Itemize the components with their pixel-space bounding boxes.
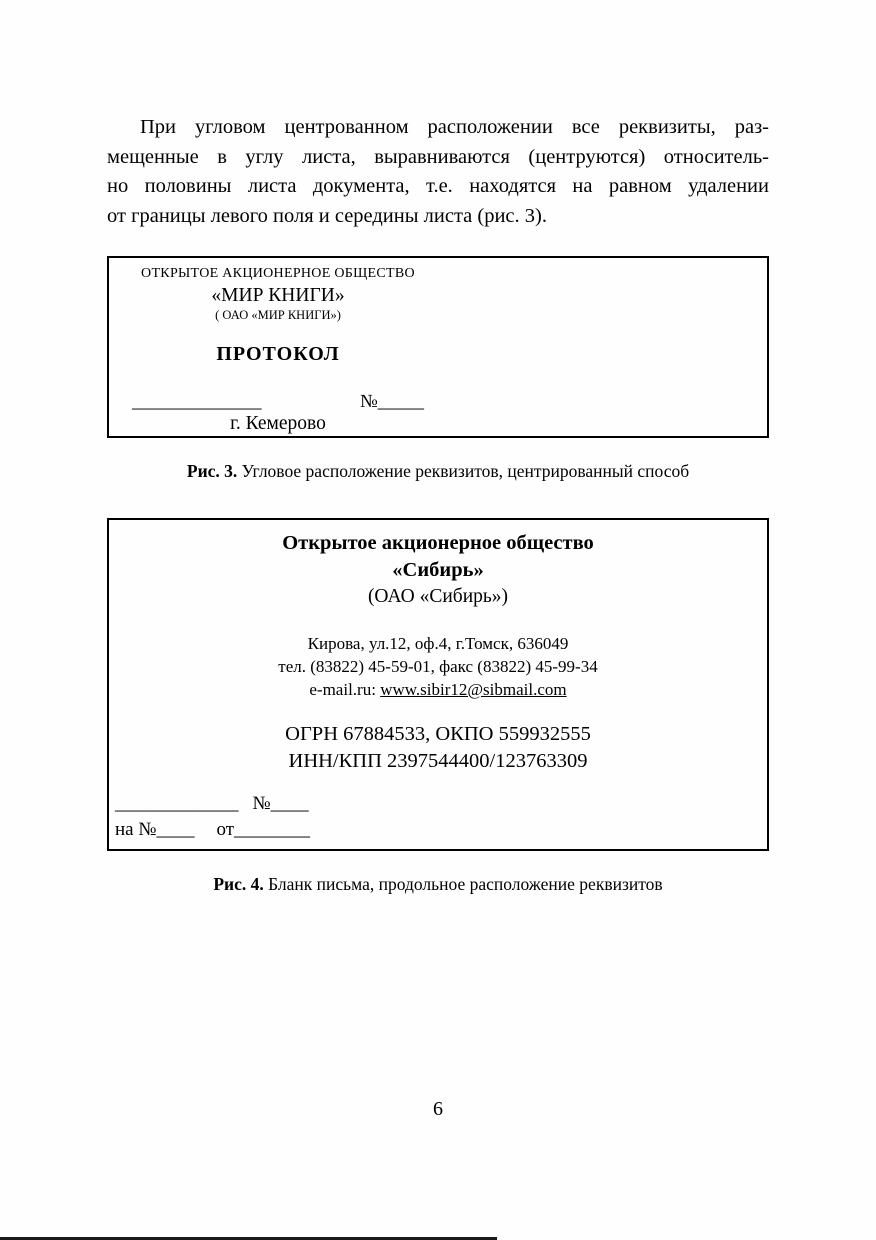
figure3-caption-label: Рис. 3.: [186, 461, 238, 481]
figure4-ref-number-blank: на №____: [115, 819, 195, 840]
figure4-org-line2: «Сибирь»: [392, 559, 484, 581]
figure4-org-line1: Открытое акционерное общество: [282, 532, 594, 554]
intro-paragraph: [107, 113, 769, 231]
figure4-date-blank: _____________: [115, 793, 239, 814]
figure3-date-blank: ______________: [132, 392, 262, 412]
figure4-email-line: [109, 678, 767, 701]
figure4-caption: [107, 874, 769, 895]
figure4-contact-block: [109, 632, 767, 701]
figure3-org-abbr: ( ОАО «МИР КНИГИ»): [215, 308, 341, 322]
figure4-ref-date-blank: от________: [216, 819, 311, 840]
figure4-address: Кирова, ул.12, оф.4, г.Томск, 636049: [307, 634, 569, 653]
figure4-inn-kpp: ИНН/КПП 2397544400/123763309: [288, 750, 588, 772]
figure3-doc-type: ПРОТОКОЛ: [216, 343, 340, 365]
figure4-number-blank: №____: [252, 793, 309, 814]
paragraph-line: но половины листа документа, т.е. находятся на равном удалении: [107, 175, 769, 197]
figure4-email-url: www.sibir12@sibmail.com: [380, 680, 567, 699]
figure4-email-label: e-mail.ru:: [309, 680, 381, 699]
figure3-date-number-row: [132, 392, 424, 413]
figure3-corner-block: [132, 266, 424, 435]
figure4-letterhead-box: [107, 518, 769, 851]
figure4-codes-block: [109, 721, 767, 775]
figure4-caption-text: Бланк письма, продольное расположение реквизитов: [263, 874, 663, 894]
figure3-number-blank: №_____: [360, 392, 424, 412]
figure4-date-number-row: [109, 791, 767, 817]
paragraph-line: мещенные в углу листа, выравниваются (центруются) относитель-: [107, 145, 769, 168]
figure3-org-name: «МИР КНИГИ»: [211, 285, 345, 306]
figure3-org-type: ОТКРЫТОЕ АКЦИОНЕРНОЕ ОБЩЕСТВО: [141, 266, 415, 281]
figure4-org-abbr: (ОАО «Сибирь»): [367, 586, 509, 607]
figure4-phone-fax: тел. (83822) 45-59-01, факс (83822) 45-99-34: [278, 657, 598, 676]
paragraph-line: При угловом центрованном расположении все реквизиты, раз-: [140, 116, 769, 138]
figure4-reference-row: [109, 817, 767, 843]
figure4-ogrn-okpo: ОГРН 67884533, ОКПО 559932555: [285, 723, 591, 745]
page-content: [107, 0, 769, 895]
figure3-caption: [107, 461, 769, 482]
paragraph-line: от границы левого поля и середины листа (рис. 3).: [107, 204, 547, 227]
figure3-city: г. Кемерово: [230, 413, 326, 434]
figure3-letterhead-box: [107, 256, 769, 438]
page-number: 6: [433, 1098, 443, 1120]
figure4-caption-label: Рис. 4.: [213, 874, 264, 894]
figure3-caption-text: Угловое расположение реквизитов, центрированный способ: [237, 461, 690, 481]
